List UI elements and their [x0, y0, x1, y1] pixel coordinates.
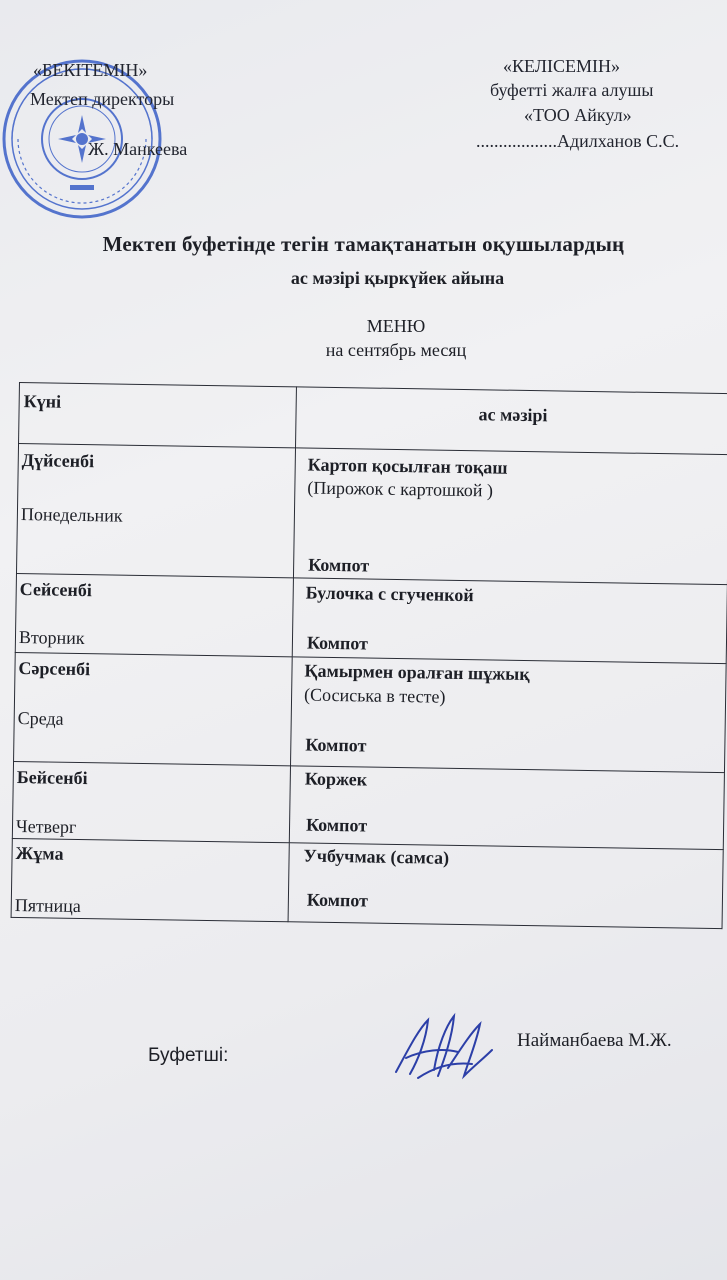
approval-director-role: Мектеп директоры [30, 89, 175, 109]
drink: Компот [306, 632, 369, 654]
drink: Компот [305, 814, 368, 836]
day-cell [16, 444, 295, 578]
document-title-ru: МЕНЮ [366, 316, 426, 336]
day-ru: Четверг [15, 816, 77, 837]
document-subtitle-kz: ас мәзірі қыркүйек айына [290, 268, 505, 288]
signature-label: Буфетші: [148, 1045, 229, 1066]
column-header-day: Күні [19, 383, 297, 448]
handwritten-signature [388, 1010, 498, 1085]
menu-cell [288, 843, 723, 929]
table-row [16, 444, 727, 585]
day-ru: Пятница [14, 894, 81, 917]
approval-tenant-org: «ТОО Айкул» [524, 105, 632, 125]
day-ru: Среда [17, 708, 64, 729]
dish-ru: (Пирожок с картошкой ) [307, 477, 494, 501]
menu-cell [291, 657, 727, 773]
document-title-kz: Мектеп буфетінде тегін тамақтанатын оқушылардың [102, 232, 625, 256]
signature-name: Найманбаева М.Ж. [517, 1030, 672, 1051]
table-row [14, 652, 727, 772]
dish-kz: Қамырмен оралған шұжық [304, 660, 530, 685]
menu-cell [293, 448, 727, 585]
document-subtitle-ru: на сентябрь месяц [325, 340, 467, 360]
day-cell [14, 652, 293, 765]
menu-cell [289, 766, 724, 850]
drink: Компот [305, 734, 367, 756]
day-cell [15, 573, 293, 656]
approval-tenant-role: буфетті жалға алушы [490, 80, 654, 100]
drink: Компот [308, 554, 370, 576]
menu-table [11, 382, 727, 929]
day-cell [11, 838, 289, 921]
dish-kz: Картоп қосылған тоқаш [307, 454, 508, 478]
approval-director-title: «БЕКІТЕМІН» [33, 60, 148, 80]
day-cell [12, 761, 290, 842]
approval-tenant-name: ..................Адилханов С.С. [476, 131, 680, 151]
table-row [12, 761, 724, 849]
dish-kz: Булочка с сгученкой [305, 582, 474, 606]
table-row [11, 838, 723, 928]
day-kz: Дүйсенбі [21, 450, 95, 472]
table-header-row [19, 383, 727, 455]
approval-director [0, 52, 260, 212]
day-kz: Сәрсенбі [18, 658, 91, 680]
dish-kz: Коржек [304, 768, 368, 790]
table-row [15, 573, 727, 663]
column-header-menu: ас мәзірі [295, 387, 727, 455]
approval-director-name: Ж. Манкеева [88, 139, 188, 159]
menu-cell [292, 578, 727, 664]
dish-ru: (Сосиська в тесте) [303, 684, 446, 707]
dish-kz: Учбучмак (самса) [303, 845, 450, 868]
approval-tenant [470, 56, 727, 186]
approval-tenant-title: «КЕЛІСЕМІН» [503, 56, 620, 76]
day-kz: Сейсенбі [19, 579, 93, 601]
day-ru: Вторник [18, 627, 85, 649]
day-kz: Бейсенбі [16, 767, 88, 789]
drink: Компот [306, 889, 369, 911]
day-kz: Жұма [15, 843, 64, 864]
day-ru: Понедельник [20, 504, 123, 526]
